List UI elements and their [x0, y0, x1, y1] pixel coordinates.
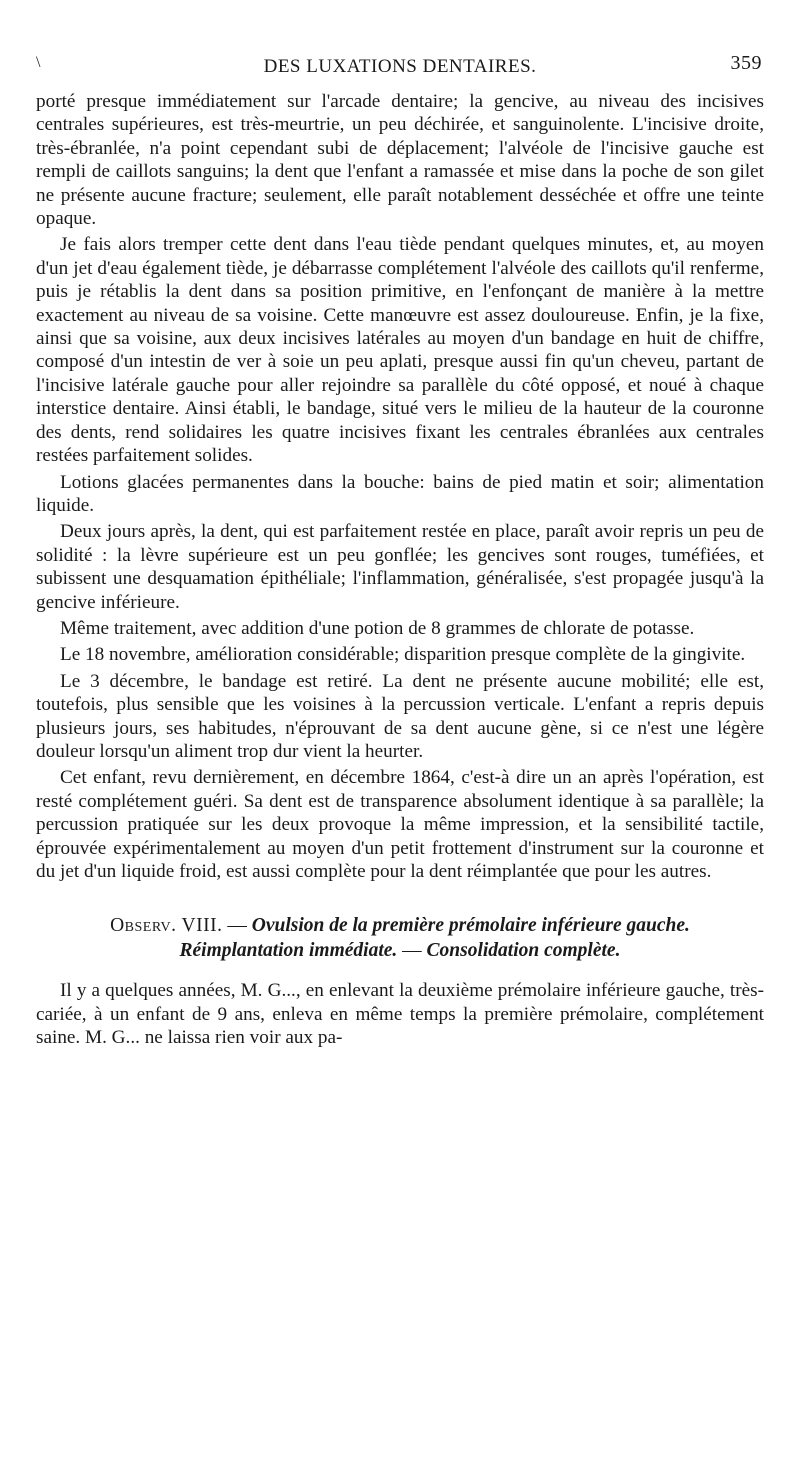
running-head: DES LUXATIONS DENTAIRES.: [263, 56, 537, 77]
paragraph: Je fais alors tremper cette dent dans l'eau tiède pendant quelques minutes, et, au moyen d'un jet d'eau également tiède, je débarrasse complétement l'alvéole des caillots qu'il renferme, puis je rétablis la dent dans sa position primitive, en l'enfonçant de manière à la mettre exactement au niveau de sa voisine. Cette manœuvre est assez douloureuse. Enfin, je la fixe, ainsi que sa voisine, aux deux incisives latérales au moyen d'un bandage en huit de chiffre, composé d'un intestin de ver à soie un peu aplati, presque aussi fin qu'un cheveu, partant de l'incisive latérale gauche pour aller rejoindre sa parallèle du côté opposé, et noué à chaque interstice dentaire. Ainsi établi, le bandage, situé vers le milieu de la hauteur de la couronne des dents, rend solidaires les quatre incisives fixant les centrales ébranlées aux centrales restées parfaitement solides.: [36, 234, 764, 467]
book-page: [36, 52, 764, 1053]
observation-title: Ovulsion de la première prémolaire inférieure gauche.: [251, 915, 690, 937]
observation-heading-line-2: [36, 938, 764, 963]
heading-dash: —: [227, 915, 247, 937]
observation-heading: [36, 913, 764, 963]
margin-mark: \: [36, 54, 41, 71]
observation-text: [36, 979, 764, 1049]
observation-heading-line-1: [36, 913, 764, 938]
paragraph: Le 3 décembre, le bandage est retiré. La dent ne présente aucune mobilité; elle est, toutefois, plus sensible que les voisines à la percussion verticale. L'enfant a repris depuis plusieurs jours, ses habitudes, n'éprouvant de sa dent aucune gène, si ce n'est une légère douleur lorsqu'un aliment trop dur vient la heurter.: [36, 670, 764, 762]
paragraph: Le 18 novembre, amélioration considérable; disparition presque complète de la gingivite.: [60, 644, 746, 666]
main-text: [36, 90, 764, 883]
observation-label: Observ. VIII.: [110, 915, 223, 937]
observation-subtitle-2: Consolidation complète.: [426, 940, 621, 962]
paragraph-continued: porté presque immédiatement sur l'arcade dentaire; la gencive, au niveau des incisives centrales supérieures, est très-meurtrie, un peu déchirée, et sanguinolente. L'incisive droite, très-ébranlée, n'a point cependant subi de déplacement; l'alvéole de l'incisive gauche est rempli de caillots sanguins; la dent que l'enfant a ramassée et mise dans la poche de son gilet ne présente aucune fracture; seulement, elle paraît notablement desséchée et offre une teinte opaque.: [36, 91, 764, 230]
paragraph: Deux jours après, la dent, qui est parfaitement restée en place, paraît avoir repris un peu de solidité : la lèvre supérieure est un peu gonflée; les gencives sont rouges, tuméfiées, et subissent une desquamation épithéliale; l'inflammation, généralisée, s'est propagée jusqu'à la gencive inférieure.: [36, 521, 764, 613]
page-header: [36, 52, 764, 88]
observation-subtitle-1: Réimplantation immédiate.: [179, 940, 398, 962]
paragraph: Même traitement, avec addition d'une potion de 8 grammes de chlorate de potasse.: [60, 617, 695, 639]
page-number: 359: [730, 52, 762, 74]
paragraph: Cet enfant, revu dernièrement, en décembre 1864, c'est-à dire un an après l'opération, est resté complétement guéri. Sa dent est de transparence absolument identique à sa parallèle; la percussion pratiquée sur les deux provoque la même impression, et la sensibilité tactile, éprouvée expérimentalement au moyen d'un petit frottement d'instrument sur la couronne et du jet d'un liquide froid, est aussi complète pour la dent réimplantée que pour les autres.: [36, 767, 764, 882]
paragraph: Il y a quelques années, M. G..., en enlevant la deuxième prémolaire inférieure gauche, très-cariée, à un enfant de 9 ans, enleva en même temps la première prémolaire, complétement saine. M. G... ne laissa rien voir aux pa-: [36, 980, 764, 1049]
heading-dash: —: [402, 940, 422, 962]
paragraph: Lotions glacées permanentes dans la bouche: bains de pied matin et soir; alimentation liquide.: [36, 471, 764, 516]
